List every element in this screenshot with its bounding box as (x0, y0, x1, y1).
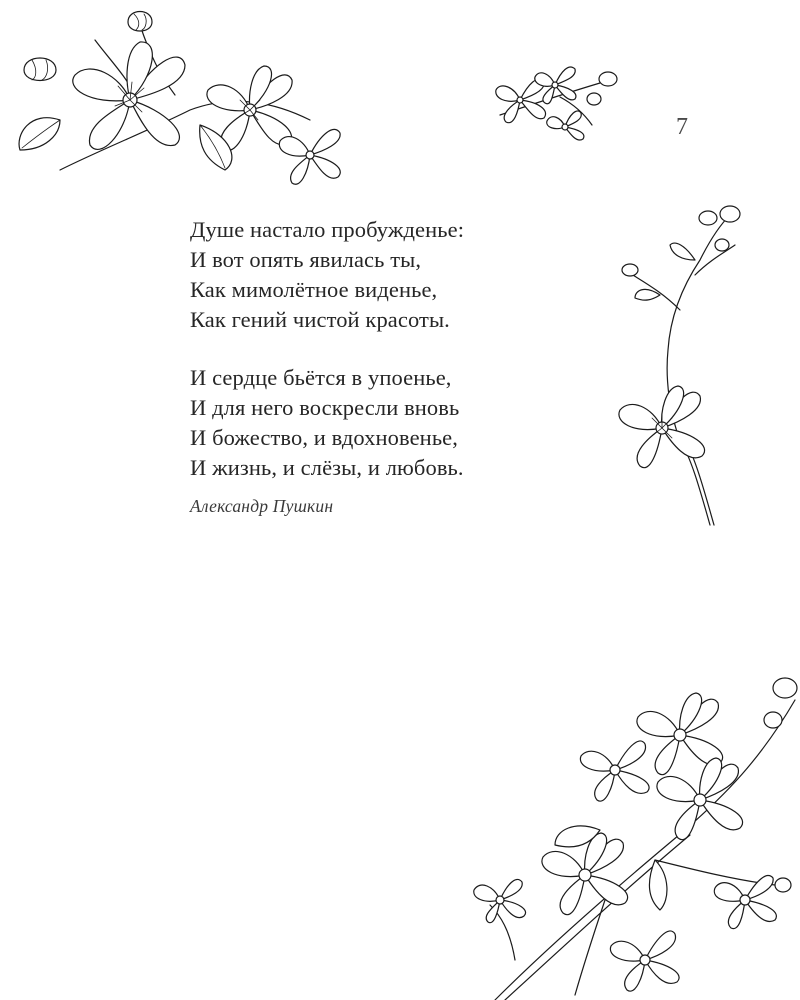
blossom-illustration-top-left (0, 0, 360, 200)
blossom-illustration-top-center (480, 55, 630, 155)
blossom-illustration-right-sprig (600, 200, 750, 540)
poem-line: И вот опять явилась ты, (190, 247, 422, 272)
poem-line: И жизнь, и слёзы, и любовь. (190, 455, 464, 480)
poem-line: Как мимолётное виденье, (190, 277, 438, 302)
poem-line: Душе настало пробужденье: (190, 217, 465, 242)
poem-author: Александр Пушкин (190, 496, 334, 516)
poem-line: И сердце бьётся в упоенье, (190, 365, 452, 390)
poem-line: И для него воскресли вновь (190, 395, 460, 420)
poem-line: Как гений чистой красоты. (190, 307, 450, 332)
stanza-2 (190, 363, 550, 483)
poem (190, 215, 550, 511)
poem-line: И божество, и вдохновенье, (190, 425, 458, 450)
stanza-1 (190, 215, 550, 335)
blossom-illustration-bottom-right (455, 660, 800, 1000)
page-number: 7 (676, 114, 688, 140)
